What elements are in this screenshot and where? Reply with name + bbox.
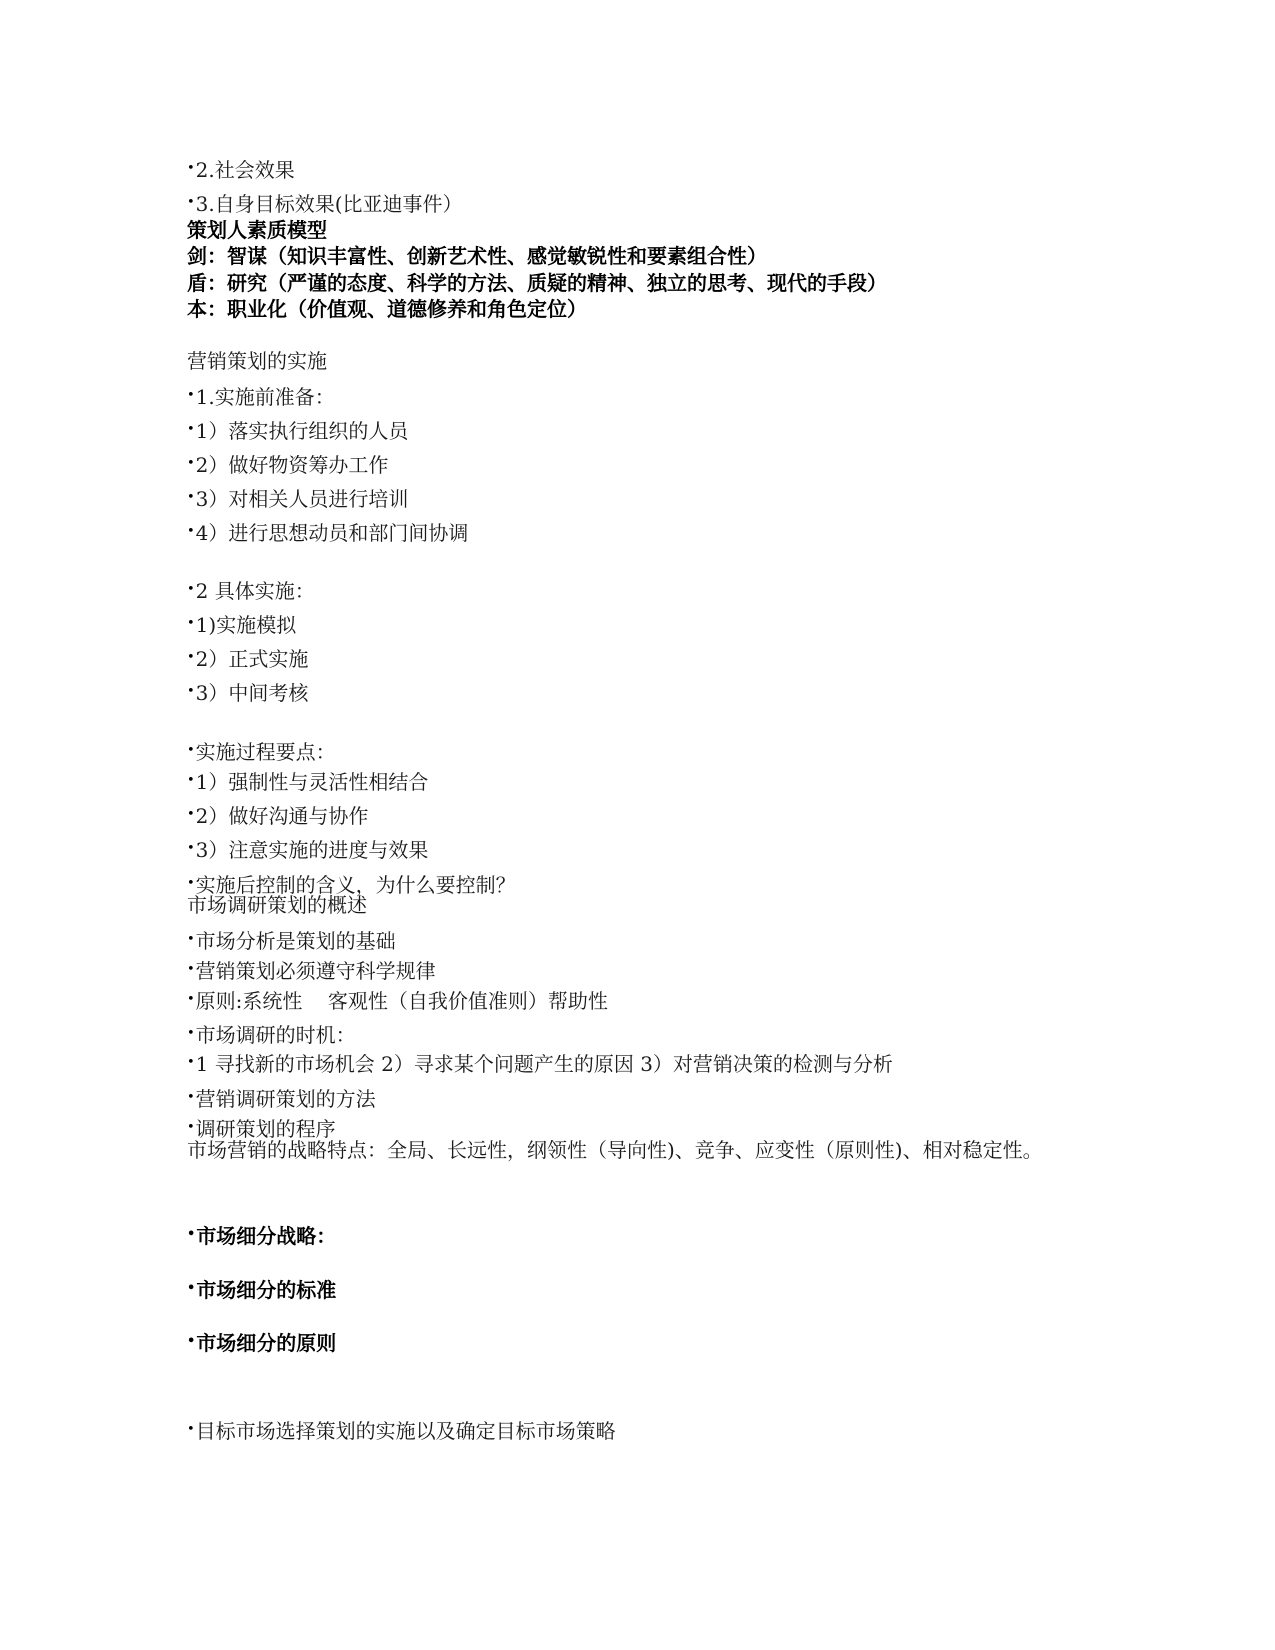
list-item — [187, 157, 295, 182]
list-item — [187, 520, 468, 545]
list-item-text: 1.实施前准备： — [195, 385, 335, 409]
list-item-text: 原则:系统性 客观性（自我价值准则）帮助性 — [195, 989, 608, 1013]
bullet-icon: • — [187, 616, 195, 631]
bullet-icon: • — [187, 992, 195, 1007]
list-item-text: 实施后控制的含义，为什么要控制？ — [195, 873, 516, 897]
list-item — [187, 1223, 336, 1248]
list-item — [187, 191, 463, 216]
bullet-icon: • — [187, 962, 195, 977]
list-item — [187, 1277, 336, 1302]
bold-text-line: 剑：智谋（知识丰富性、创新艺术性、感觉敏锐性和要素组合性） — [187, 244, 767, 268]
list-item-text: 营销调研策划的方法 — [195, 1087, 376, 1111]
bullet-icon: • — [187, 773, 195, 788]
list-item-text: 2 具体实施： — [195, 579, 315, 603]
bold-text-line: 盾：研究（严谨的态度、科学的方法、质疑的精神、独立的思考、现代的手段） — [187, 271, 887, 295]
section-heading: 策划人素质模型 — [187, 218, 327, 242]
list-item-text: 1 寻找新的市场机会 2）寻求某个问题产生的原因 3）对营销决策的检测与分析 — [195, 1052, 893, 1076]
list-item-text: 市场细分的标准 — [196, 1278, 337, 1302]
list-item-text: 3）中间考核 — [195, 681, 309, 705]
list-item-text: 营销策划必须遵守科学规律 — [195, 959, 436, 983]
list-item — [187, 837, 428, 862]
list-item — [187, 486, 408, 511]
list-item — [187, 769, 428, 794]
list-item-text: 1)实施模拟 — [195, 613, 297, 637]
list-item — [187, 739, 336, 764]
list-item-text: 1）落实执行组织的人员 — [195, 419, 409, 443]
paragraph: 市场营销的战略特点：全局、长远性，纲领性（导向性)、竞争、应变性（原则性)、相对稳定性。 — [187, 1138, 1043, 1162]
list-item-text: 4）进行思想动员和部门间协调 — [195, 521, 469, 545]
list-item-text: 3）对相关人员进行培训 — [195, 487, 409, 511]
list-item — [187, 578, 315, 603]
list-item-text: 2）做好物资筹办工作 — [195, 453, 389, 477]
list-item-text: 1）强制性与灵活性相结合 — [195, 770, 429, 794]
bullet-icon: • — [187, 1120, 195, 1135]
bullet-icon: • — [187, 195, 195, 210]
list-item-text: 实施过程要点： — [195, 740, 336, 764]
list-item — [187, 452, 388, 477]
bullet-icon: • — [187, 932, 195, 947]
list-item — [187, 1418, 616, 1443]
section-heading: 营销策划的实施 — [187, 349, 327, 373]
bold-text-line: 本：职业化（价值观、道德修养和角色定位） — [187, 297, 587, 321]
bullet-icon: • — [187, 743, 195, 758]
list-item — [187, 928, 396, 953]
bullet-icon: • — [187, 1026, 195, 1041]
list-item — [187, 1051, 893, 1076]
bullet-icon: • — [187, 524, 195, 539]
list-item-text: 市场调研的时机： — [195, 1023, 356, 1047]
list-item — [187, 1022, 356, 1047]
list-item — [187, 958, 436, 983]
list-item — [187, 1330, 336, 1355]
list-item — [187, 612, 296, 637]
bullet-icon: • — [187, 388, 195, 403]
list-item-text: 2.社会效果 — [195, 158, 295, 182]
bullet-icon: • — [187, 876, 195, 891]
list-item — [187, 988, 608, 1013]
bullet-icon: • — [187, 1055, 195, 1070]
bullet-icon: • — [187, 1281, 196, 1296]
list-item-text: 市场细分战略： — [196, 1224, 337, 1248]
bullet-icon: • — [187, 456, 195, 471]
list-item-text: 3.自身目标效果(比亚迪事件） — [195, 192, 463, 216]
list-item — [187, 384, 335, 409]
list-item — [187, 418, 408, 443]
bullet-icon: • — [187, 1334, 196, 1349]
bullet-icon: • — [187, 490, 195, 505]
bullet-icon: • — [187, 684, 195, 699]
list-item-text: 目标市场选择策划的实施以及确定目标市场策略 — [195, 1419, 616, 1443]
bullet-icon: • — [187, 841, 195, 856]
bullet-icon: • — [187, 807, 195, 822]
bullet-icon: • — [187, 650, 195, 665]
section-heading: 市场调研策划的概述 — [187, 893, 367, 917]
list-item — [187, 803, 368, 828]
list-item-text: 调研策划的程序 — [195, 1117, 336, 1141]
list-item-text: 市场细分的原则 — [196, 1331, 337, 1355]
bullet-icon: • — [187, 161, 195, 176]
bullet-icon: • — [187, 422, 195, 437]
bullet-icon: • — [187, 1090, 195, 1105]
bullet-icon: • — [187, 1422, 195, 1437]
list-item — [187, 680, 308, 705]
bullet-icon: • — [187, 1227, 196, 1242]
bullet-icon: • — [187, 582, 195, 597]
list-item-text: 3）注意实施的进度与效果 — [195, 838, 429, 862]
list-item — [187, 1086, 376, 1111]
list-item-text: 2）做好沟通与协作 — [195, 804, 369, 828]
list-item-text: 市场分析是策划的基础 — [195, 929, 396, 953]
list-item — [187, 646, 308, 671]
list-item-text: 2）正式实施 — [195, 647, 309, 671]
